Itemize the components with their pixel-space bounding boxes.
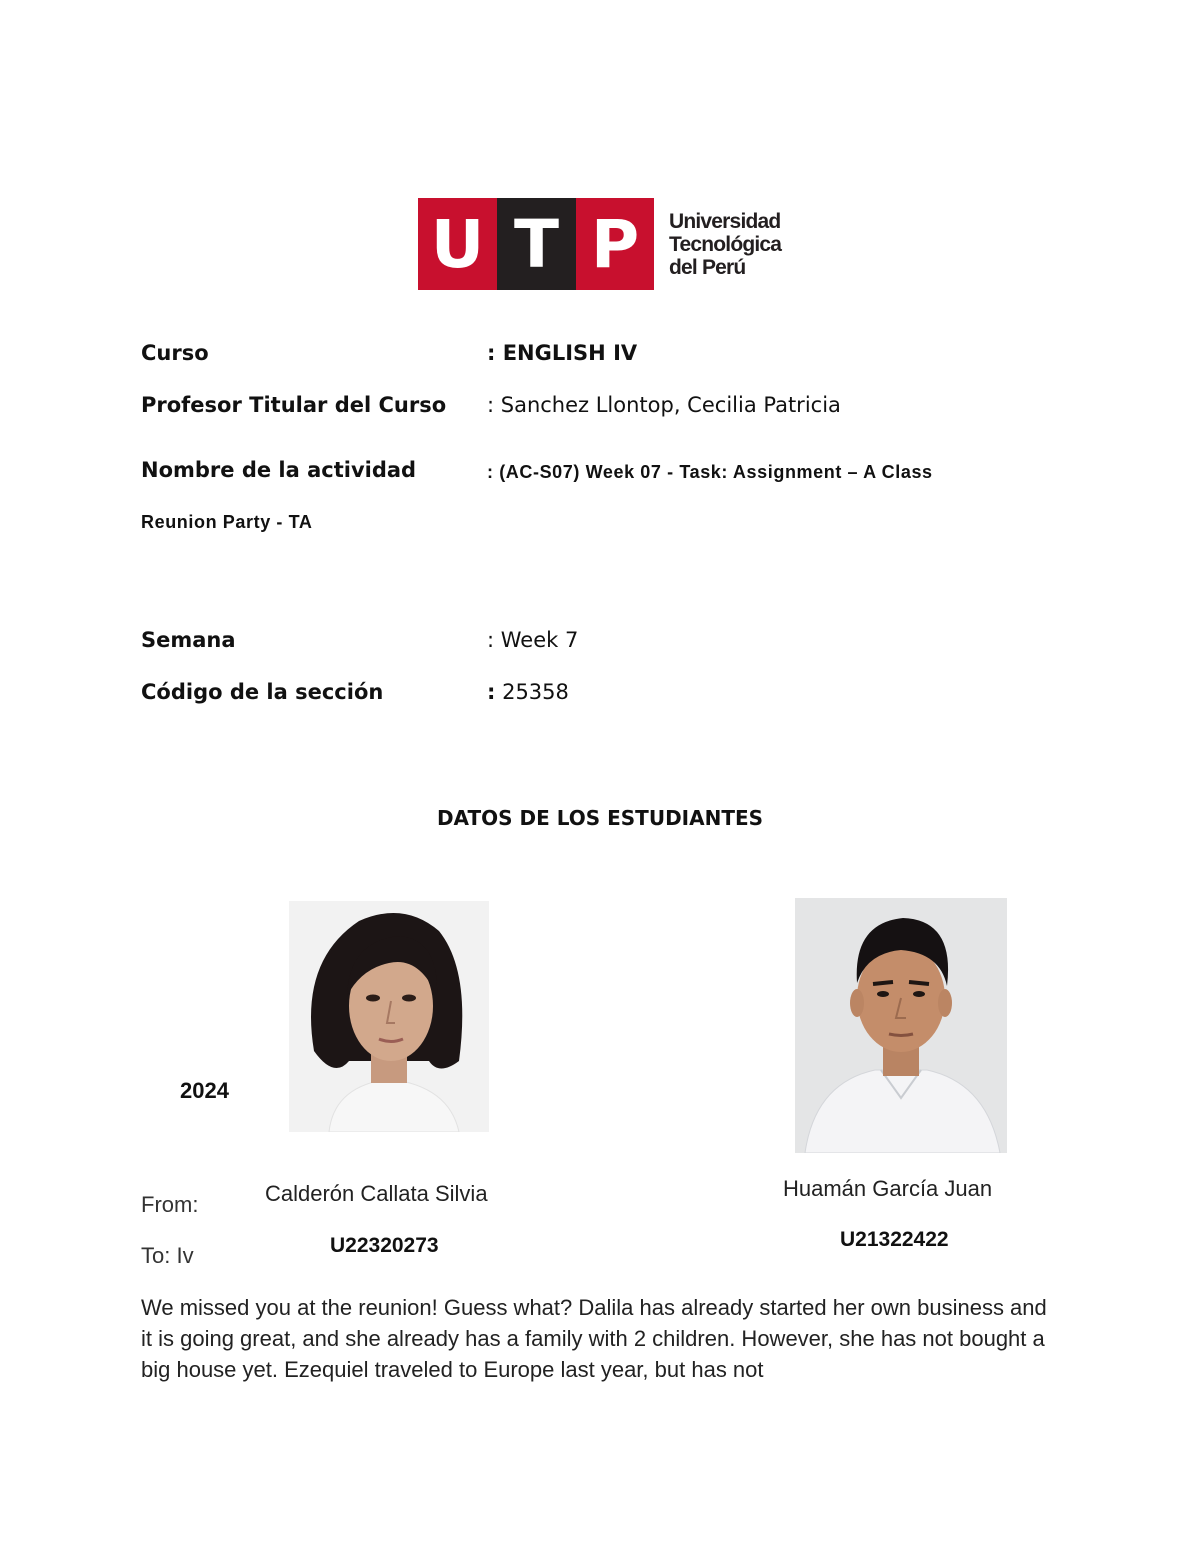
- curso-label: Curso: [141, 341, 209, 365]
- curso-value: : ENGLISH IV: [487, 341, 638, 365]
- section-title: DATOS DE LOS ESTUDIANTES: [436, 806, 764, 830]
- logo-line-3: del Perú: [669, 256, 746, 279]
- student-code-1: U22320273: [330, 1234, 439, 1257]
- actividad-label: Nombre de la actividad: [141, 458, 417, 482]
- logo-line-1: Universidad: [669, 210, 781, 233]
- logo-letter-t: T: [497, 198, 576, 290]
- profesor-label: Profesor Titular del Curso: [141, 393, 447, 417]
- codigo-number: 25358: [495, 680, 569, 704]
- student-photo-male: [795, 898, 1007, 1153]
- actividad-continuation: Reunion Party - TA: [141, 512, 313, 532]
- actividad-value: : (AC-S07) Week 07 - Task: Assignment – A Class: [487, 462, 933, 482]
- codigo-colon: :: [487, 680, 496, 704]
- logo-university-name: [669, 210, 781, 279]
- codigo-label: Código de la sección: [141, 680, 384, 704]
- letter-paragraph: We missed you at the reunion! Guess what? Dalila has already started her own business and it is going great, and she already has a family with 2 children. However, she has not bought a big house yet. Ezequiel traveled to Europe last year, but has not: [141, 1295, 1047, 1382]
- semana-value: : Week 7: [487, 628, 579, 652]
- year: 2024: [180, 1078, 229, 1103]
- student-code-2: U21322422: [840, 1228, 949, 1251]
- student-photo-female: [289, 901, 489, 1132]
- student-name-2: Huamán García Juan: [783, 1176, 993, 1201]
- from-label: From:: [141, 1192, 199, 1217]
- utp-logo: [418, 198, 782, 290]
- logo-letter-u: U: [418, 198, 497, 290]
- codigo-value: [487, 680, 569, 704]
- student-name-1: Calderón Callata Silvia: [265, 1181, 488, 1206]
- logo-letter-p: P: [576, 198, 654, 290]
- semana-label: Semana: [141, 628, 236, 652]
- letter-body: [141, 1292, 1061, 1385]
- logo-line-2: Tecnológica: [669, 233, 782, 256]
- profesor-value: : Sanchez Llontop, Cecilia Patricia: [487, 393, 841, 417]
- to-label: To: Iv: [141, 1243, 194, 1268]
